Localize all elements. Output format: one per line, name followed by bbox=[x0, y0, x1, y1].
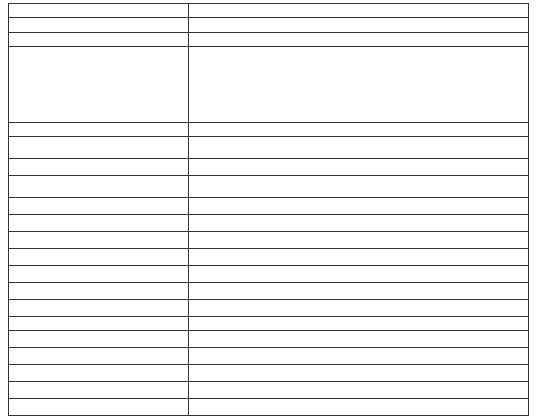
row-time bbox=[9, 47, 189, 123]
schedule-table bbox=[8, 3, 529, 416]
row-time bbox=[9, 348, 189, 365]
row-time bbox=[9, 249, 189, 266]
row-time bbox=[9, 365, 189, 382]
row-time bbox=[9, 176, 189, 198]
row-content bbox=[189, 382, 529, 399]
row-content bbox=[189, 266, 529, 283]
row-content bbox=[189, 348, 529, 365]
header-time bbox=[9, 4, 189, 18]
header-row bbox=[9, 4, 529, 18]
row-time bbox=[9, 399, 189, 416]
table-row bbox=[9, 159, 529, 176]
table-row bbox=[9, 365, 529, 382]
row-time bbox=[9, 232, 189, 249]
table-row bbox=[9, 215, 529, 232]
row-content bbox=[189, 47, 529, 123]
row-content bbox=[189, 176, 529, 198]
table-row bbox=[9, 331, 529, 348]
row-content bbox=[189, 365, 529, 382]
table-row bbox=[9, 176, 529, 198]
row-content bbox=[189, 399, 529, 416]
table-row bbox=[9, 283, 529, 300]
row-content bbox=[189, 215, 529, 232]
row-time bbox=[9, 266, 189, 283]
row-content bbox=[189, 159, 529, 176]
row-content bbox=[189, 137, 529, 159]
table-row bbox=[9, 317, 529, 331]
row-time bbox=[9, 300, 189, 317]
table-row bbox=[9, 137, 529, 159]
table-row bbox=[9, 348, 529, 365]
table-row bbox=[9, 47, 529, 123]
row-time bbox=[9, 331, 189, 348]
row-content bbox=[189, 249, 529, 266]
row-time bbox=[9, 382, 189, 399]
row-content bbox=[189, 123, 529, 137]
table-row bbox=[9, 300, 529, 317]
row-content bbox=[189, 18, 529, 33]
header-content bbox=[189, 4, 529, 18]
row-content bbox=[189, 300, 529, 317]
row-time bbox=[9, 18, 189, 33]
row-content bbox=[189, 33, 529, 47]
row-content bbox=[189, 232, 529, 249]
table-row bbox=[9, 198, 529, 215]
row-content bbox=[189, 331, 529, 348]
row-time bbox=[9, 33, 189, 47]
row-time bbox=[9, 123, 189, 137]
table-row bbox=[9, 249, 529, 266]
row-time bbox=[9, 215, 189, 232]
row-time bbox=[9, 283, 189, 300]
row-time bbox=[9, 198, 189, 215]
table-row bbox=[9, 33, 529, 47]
table-body bbox=[9, 18, 529, 416]
table-row bbox=[9, 382, 529, 399]
table-row bbox=[9, 18, 529, 33]
table-row bbox=[9, 232, 529, 249]
row-content bbox=[189, 283, 529, 300]
row-content bbox=[189, 198, 529, 215]
row-content bbox=[189, 317, 529, 331]
table-row bbox=[9, 399, 529, 416]
table-row bbox=[9, 266, 529, 283]
table-row bbox=[9, 123, 529, 137]
row-time bbox=[9, 159, 189, 176]
row-time bbox=[9, 317, 189, 331]
row-time bbox=[9, 137, 189, 159]
